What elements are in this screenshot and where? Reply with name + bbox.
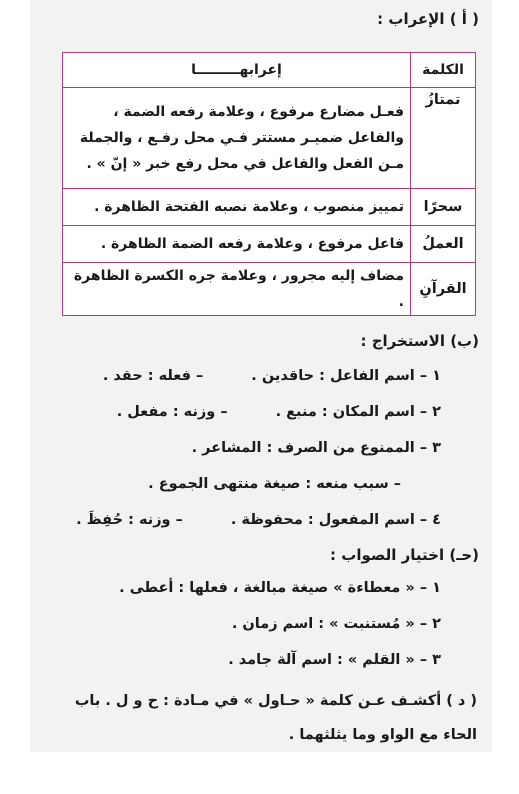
row-word: سحرًا [411,189,476,226]
extraction-item-right: ٤ – اسم المفعول : محفوظة . [230,512,441,528]
section-c-heading: (حـ) اختيار الصواب : [330,546,479,564]
row-word: تمتازُ [411,88,476,189]
extraction-item-3-reason [148,476,401,492]
section-b-heading: (ب) الاستخراج : [360,332,479,350]
extraction-item-1 [103,368,441,384]
row-irab: فاعل مرفوع ، وعلامة رفعه الضمة الظاهرة . [63,226,411,263]
table-row [63,189,476,226]
extraction-item-2 [117,404,441,420]
row-irab: فعـل مضارع مرفوع ، وعلامة رفعه الضمة ، والفاعل ضميـر مستتر فـي محل رفـع ، والجملة مـن الفعل والفاعل في محل رفع خبر « إنّ » . [63,88,411,189]
choice-item-3: ٣ – « القلم » : اسم آلة جامد . [228,652,441,668]
extraction-item-right: ١ – اسم الفاعل : حاقدين . [251,368,441,384]
row-word: العملُ [411,226,476,263]
extraction-item-left: – فعله : حقد . [102,368,204,384]
choice-item-2: ٢ – « مُستنبت » : اسم زمان . [231,616,441,632]
extraction-item-3 [192,440,441,456]
header-irab: إعرابهـــــــــا [63,53,411,88]
choice-item-1: ١ – « معطاءة » صيغة مبالغة ، فعلها : أعطى . [119,580,441,596]
extraction-item-right: ٣ – الممنوع من الصرف : المشاعر . [191,440,441,456]
extraction-item-left: – وزنه : حُفِظَ . [76,512,183,528]
extraction-item-right: ٢ – اسم المكان : منبع . [275,404,441,420]
extraction-item-4 [76,512,441,528]
row-irab: مضاف إليه مجرور ، وعلامة جره الكسرة الظاهرة . [63,263,411,316]
section-a-heading: ( أ ) الإعراب : [377,10,479,28]
section-d-text: ( د ) أكشـف عـن كلمة « حـاول » في مـادة : ح و ل . باب الحاء مع الواو وما يثلثهما . [74,693,477,743]
table-row [63,226,476,263]
header-word: الكلمة [411,53,476,88]
irab-table [62,52,476,316]
extraction-item-left: – وزنه : مفعل . [116,404,228,420]
table-row [63,88,476,189]
row-word: القرآنِ [411,263,476,316]
table-row [63,263,476,316]
extraction-item-right: – سبب منعه : صيغة منتهى الجموع . [148,476,401,492]
row-irab: تمييز منصوب ، وعلامة نصبه الفتحة الظاهرة . [63,189,411,226]
table-header-row [63,53,476,88]
